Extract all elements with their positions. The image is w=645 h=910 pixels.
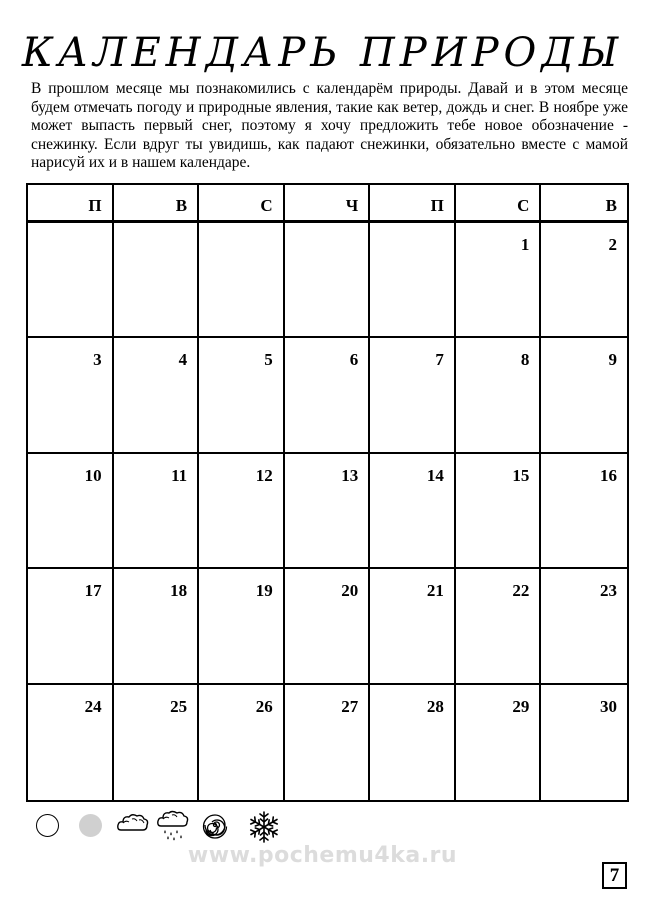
day-number: 1 (520, 235, 530, 254)
weekday-header (199, 185, 285, 223)
day-cell (370, 685, 456, 800)
day-number: 5 (264, 350, 273, 370)
day-number: 12 (255, 465, 273, 485)
day-cell (285, 569, 371, 684)
day-cell (541, 685, 627, 800)
day-number: 6 (349, 350, 359, 370)
day-number: 29 (512, 696, 530, 716)
day-number: 4 (178, 350, 188, 370)
cloud-icon (117, 810, 147, 840)
day-cell (199, 223, 285, 338)
day-number: 11 (171, 465, 188, 485)
day-cell (370, 223, 456, 338)
day-number: 30 (599, 696, 617, 716)
day-number: 22 (512, 581, 530, 601)
day-cell (456, 223, 542, 338)
weekday-header (370, 185, 456, 223)
day-number: 9 (608, 350, 617, 370)
day-number: 7 (435, 350, 444, 370)
day-cell (541, 338, 627, 453)
day-cell (456, 569, 542, 684)
day-cell (285, 685, 371, 800)
day-cell (199, 569, 285, 684)
day-cell (114, 338, 200, 453)
weekday-label: В (175, 196, 188, 215)
day-cell (285, 223, 371, 338)
weather-legend (35, 810, 295, 842)
weekday-header (114, 185, 200, 223)
day-cell (28, 338, 114, 453)
day-number: 15 (512, 465, 530, 485)
day-number: 16 (599, 465, 617, 485)
day-number: 17 (84, 581, 102, 601)
day-cell (541, 223, 627, 338)
snowflake-icon (247, 810, 277, 840)
day-cell (28, 454, 114, 569)
day-cell (199, 685, 285, 800)
day-number: 19 (255, 581, 273, 601)
day-number: 2 (608, 235, 617, 254)
wind-icon (200, 810, 230, 840)
weekday-label: П (430, 196, 444, 215)
day-cell (456, 338, 542, 453)
rain-cloud-icon (157, 810, 187, 840)
day-number: 26 (255, 696, 273, 716)
day-cell (370, 454, 456, 569)
day-number: 24 (84, 696, 102, 716)
sun-icon (35, 810, 65, 840)
day-cell (28, 223, 114, 338)
day-cell (370, 338, 456, 453)
day-number: 8 (520, 350, 530, 370)
weekday-label: П (88, 196, 102, 215)
weekday-label: В (605, 196, 617, 215)
day-number: 23 (599, 581, 617, 601)
day-cell (456, 454, 542, 569)
day-cell (28, 685, 114, 800)
weekday-label: С (260, 196, 273, 215)
day-cell (114, 454, 200, 569)
intro-text: В прошлом месяце мы познакомились с календарём природы. Давай и в этом месяце будем отмечать погоду и природные явления, такие как ветер, дождь и снег. В ноябре уже может выпасть первый снег, поэтому я хочу предложить тебе новое обозначение - снежинку. Если вдруг ты увидишь, как падают снежинки, обязательно вместе с мамой нарисуй их и в нашем календаре. (31, 80, 628, 171)
day-number: 20 (341, 581, 359, 601)
day-cell (285, 338, 371, 453)
day-number: 28 (426, 696, 444, 716)
calendar-grid (26, 183, 629, 802)
day-number: 21 (426, 581, 444, 601)
day-cell (285, 454, 371, 569)
weekday-header (456, 185, 542, 223)
weekday-header (28, 185, 114, 223)
day-cell (114, 223, 200, 338)
day-number: 3 (93, 350, 102, 370)
day-cell (370, 569, 456, 684)
page-title: КАЛЕНДАРЬ ПРИРОДЫ (21, 30, 624, 76)
day-number: 14 (426, 465, 444, 485)
day-cell (456, 685, 542, 800)
day-number: 13 (341, 465, 359, 485)
day-cell (28, 569, 114, 684)
cloudy-icon (78, 810, 108, 840)
day-number: 25 (170, 696, 188, 716)
day-number: 18 (170, 581, 188, 601)
weekday-header (285, 185, 371, 223)
weekday-label: С (517, 196, 530, 215)
weekday-header (541, 185, 627, 223)
day-cell (541, 454, 627, 569)
day-cell (199, 454, 285, 569)
day-cell (114, 569, 200, 684)
day-cell (114, 685, 200, 800)
watermark: www.pochemu4ka.ru (187, 843, 458, 868)
day-cell (541, 569, 627, 684)
page-number: 7 (602, 862, 627, 889)
day-number: 10 (84, 465, 102, 485)
day-number: 27 (341, 696, 359, 716)
weekday-label: Ч (345, 196, 359, 215)
day-cell (199, 338, 285, 453)
